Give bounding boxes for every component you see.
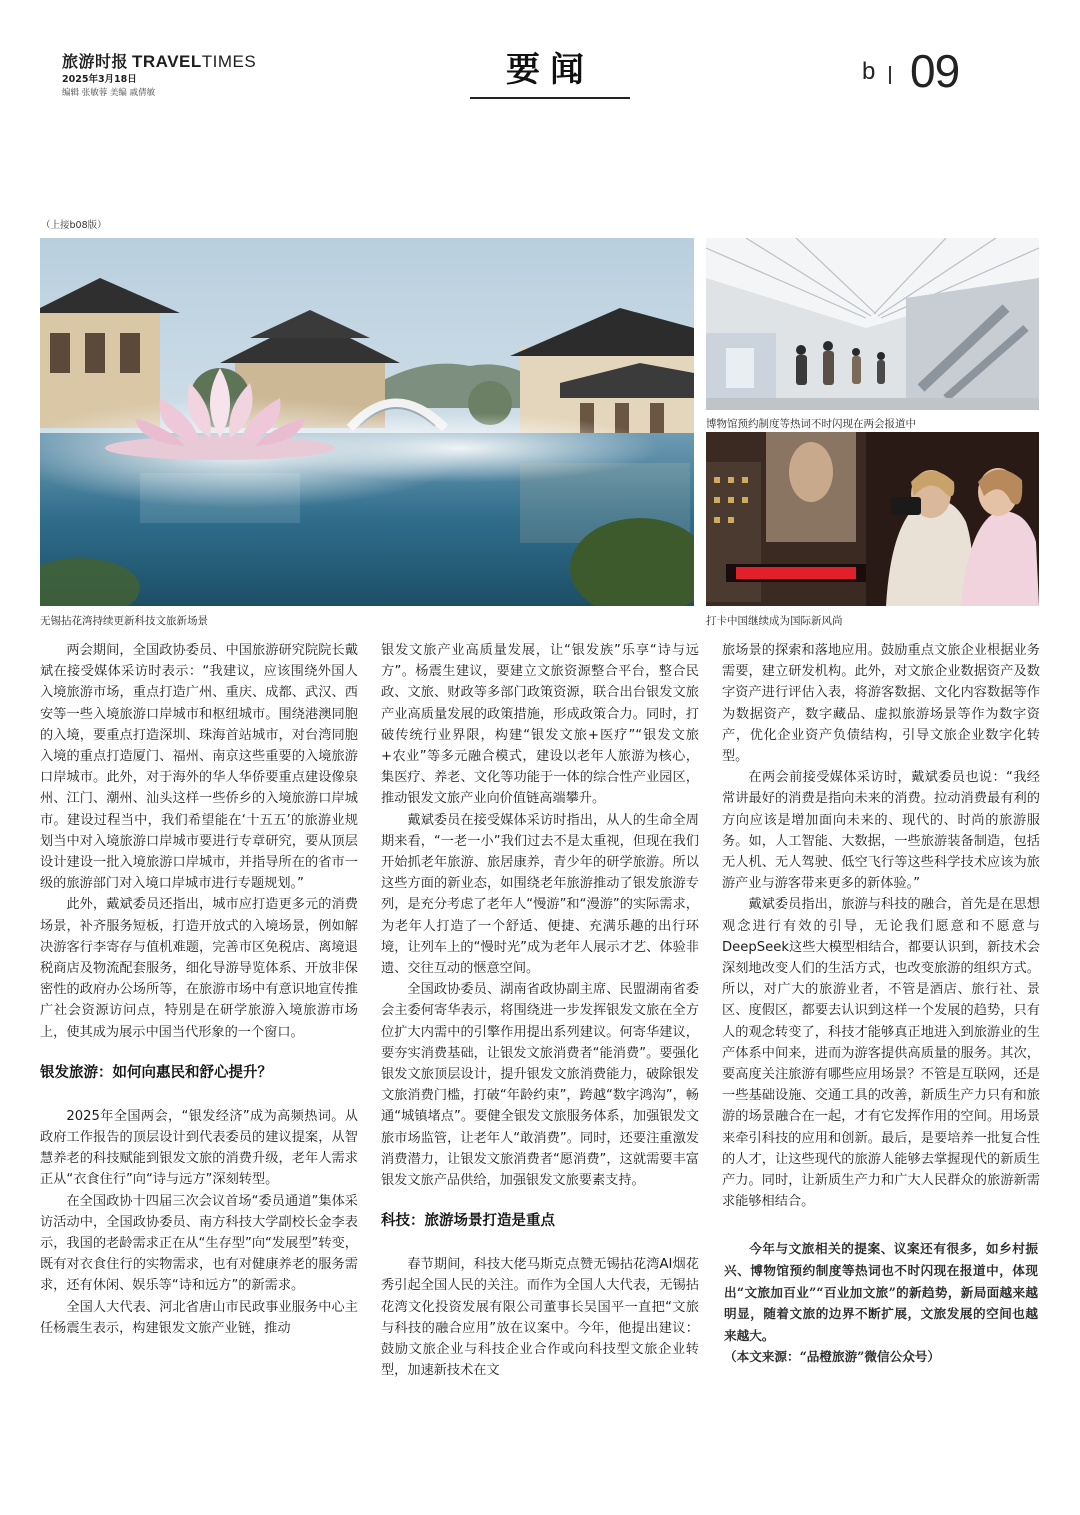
- article-column-1: [40, 640, 358, 1339]
- paragraph: 全国政协委员、湖南省政协副主席、民盟湖南省委会主委何寄华表示，将围绕进一步发挥银发文旅在全方位扩大内需中的引擎作用提出系列建议。何寄华建议，要夯实消费基础，让银发文旅消费者“能消费”。要强化银发文旅顶层设计，提升银发文旅消费能力，破除银发文旅消费门槛，打破“年龄约束”，跨越“数字鸿沟”，畅通“城镇堵点”。要健全银发文旅服务体系，加强银发文旅市场监管，让老年人“敢消费”。同时，还要注重激发消费潜力，让银发文旅消费者“愿消费”，这就需要丰富银发文旅产品供给，加强银发文旅要素支持。: [381, 982, 699, 1189]
- continuation-note: （上接b08版）: [41, 220, 107, 231]
- closing-note: [722, 1238, 1040, 1368]
- brand-cn: 旅游时报: [62, 52, 129, 71]
- brand-en-light: TIMES: [201, 52, 257, 71]
- page-letter: b: [862, 58, 876, 85]
- closing-note-text: 今年与文旅相关的提案、议案还有很多，如乡村振兴、博物馆预约制度等热词也不时闪现在报道中，体现出“文旅加百业”“百业加文旅”的新趋势，新局面越来越明显，随着文旅的边界不断扩展，文旅发展的空间也越来越大。: [724, 1241, 1038, 1343]
- tourists-photo-caption: 打卡中国继续成为国际新风尚: [706, 615, 843, 627]
- paragraph: 两会期间，全国政协委员、中国旅游研究院院长戴斌在接受媒体采访时表示：“我建议，应该围绕外国人入境旅游市场，重点打造广州、重庆、成都、武汉、西安等一些入境旅游口岸城市和枢纽城市。围绕港澳同胞的入境，要重点打造深圳、珠海首站城市，对台湾同胞入境的重点打造厦门、福州、南京这些重要的入境旅游口岸城市。此外，对于海外的华人华侨要重点建设像泉州、江门、潮州、汕头这样一些侨乡的入境旅游口岸城市。建设过程当中，我们希望能在‘十五五’的旅游业规划当中对入境旅游口岸城市要进行专章研究，要从顶层设计建设一批入境旅游口岸城市，并指导所在的省市一级的旅游部门对入境口岸城市进行专题规划。”: [40, 643, 358, 892]
- editor-credits: 编辑 张敏蓉 美编 戚倩敏: [62, 88, 156, 98]
- lotus-village-image: [40, 238, 694, 606]
- brand-en: TRAVEL: [132, 52, 202, 71]
- paragraph: 在全国政协十四届三次会议首场“委员通道”集体采访活动中，全国政协委员、南方科技大学副校长金李表示，我国的老龄需求正在从“生存型”向“发展型”转变，既有对衣食住行的实物需求，也有对健康养老的服务需求，还有休闲、娱乐等“诗和远方”的新需求。: [40, 1193, 358, 1294]
- source-credit: （本文来源：“品橙旅游”微信公众号）: [724, 1349, 940, 1365]
- paragraph: 在两会前接受媒体采访时，戴斌委员也说：“我经常讲最好的消费是指向未来的消费。拉动消费最有利的方向应该是增加面向未来的、现代的、时尚的旅游服务。如，人工智能、大数据，一些旅游装备制造，包括无人机、无人驾驶、低空飞行等这些科学技术应该为旅游产业与游客带来更多的新体验。”: [722, 770, 1040, 892]
- article-column-3: [722, 640, 1040, 1368]
- paragraph: 2025年全国两会，“银发经济”成为高频热词。从政府工作报告的顶层设计到代表委员的建议提案，从智慧养老的科技赋能到银发文旅的消费升级，老年人需求正从“衣食住行”向“诗与远方”深刻转型。: [40, 1108, 358, 1188]
- night-tourists-image: [706, 432, 1039, 606]
- masthead-brand: [62, 49, 256, 72]
- article-column-2: [381, 640, 699, 1382]
- museum-photo: [706, 238, 1039, 410]
- main-photo-caption: 无锡拈花湾持续更新科技文旅新场景: [40, 615, 208, 627]
- page-divider: [889, 66, 891, 84]
- paragraph: 此外，戴斌委员还指出，城市应打造更多元的消费场景，补齐服务短板，打造开放式的入境场景，例如解决游客行李寄存与值机难题，完善市区免税店、离境退税商店及物流配套服务，细化导游导览体系、开放非保密性的政府办公场所等，在旅游市场中有意识地宣传推广社会资源访问点，特别是在研学旅游入境旅游市场上，使其成为展示中国当代形象的一个窗口。: [40, 897, 358, 1040]
- museum-photo-caption: 博物馆预约制度等热词不时闪现在两会报道中: [706, 418, 916, 430]
- section-heading-technology: 科技：旅游场景打造是重点: [381, 1213, 555, 1230]
- paragraph: 戴斌委员在接受媒体采访时指出，从人的生命全周期来看，“一老一小”我们过去不是太重视，但现在我们开始抓老年旅游、旅居康养，青少年的研学旅游。所以这些方面的新业态，如围绕老年旅游推动了银发旅游专列，是充分考虑了老年人“慢游”和“漫游”的实际需求，为老年人打造了一个舒适、便捷、充满乐趣的出行环境，让列车上的“慢时光”成为老年人展示才艺、体验非遗、交往互动的惬意空间。: [381, 812, 699, 977]
- paragraph: 全国人大代表、河北省唐山市民政事业服务中心主任杨震生表示，构建银发文旅产业链，推动: [40, 1299, 358, 1336]
- section-title: 要闻: [506, 50, 594, 90]
- section-rule: [470, 97, 630, 99]
- museum-interior-image: [706, 238, 1039, 410]
- page-number: 09: [910, 45, 960, 97]
- section-heading-silver-tourism: 银发旅游：如何向惠民和舒心提升？: [40, 1064, 272, 1081]
- paragraph: 戴斌委员指出，旅游与科技的融合，首先是在思想观念进行有效的引导，无论我们愿意和不愿意与DeepSeek这些大模型相结合，都要认识到，新技术会深刻地改变人们的生活方式，也改变旅游的组织方式。所以，对广大的旅游业者，不管是酒店、旅行社、景区、度假区，都要去认识到这样一个发展的趋势，只有人的观念转变了，科技才能够真正地进入到旅游业的生产体系中间来，进而为游客提供高质量的服务。其次，要高度关注旅游有哪些应用场景？不管是互联网，还是一些基础设施、交通工具的改善，新质生产力只有和旅游的场景融合在一起，才有它发挥作用的空间。用场景来牵引科技的应用和创新。最后，是要培养一批复合性的人才，让这些现代的旅游人能够去掌握现代的新质生产力。同时，让新质生产力和广大人民群众的旅游新需求能够相结合。: [722, 897, 1040, 1210]
- paragraph: 春节期间，科技大佬马斯克点赞无锡拈花湾AI烟花秀引起全国人民的关注。而作为全国人大代表，无锡拈花湾文化投资发展有限公司董事长吴国平一直把“文旅与科技的融合应用”放在议案中。今年，他提出建议：鼓励文旅企业与科技企业合作或向科技型文旅企业转型，加速新技术在文: [381, 1257, 699, 1379]
- issue-date: 2025年3月18日: [62, 74, 137, 85]
- main-photo: [40, 238, 694, 606]
- paragraph: 银发文旅产业高质量发展，让“银发族”乐享“诗与远方”。杨震生建议，要建立文旅资源整合平台，整合民政、文旅、财政等多部门政策资源，联合出台银发文旅产业高质量发展的政策措施，形成政策合力。同时，打破传统行业界限，构建“银发文旅+医疗”“银发文旅+农业”等多元融合模式，建设以老年人旅游为核心，集医疗、养老、文化等功能于一体的综合性产业园区，推动银发文旅产业向价值链高端攀升。: [381, 643, 699, 807]
- tourists-photo: [706, 432, 1039, 606]
- paragraph: 旅场景的探索和落地应用。鼓励重点文旅企业根据业务需要，建立研发机构。此外，对文旅企业数据资产及数字资产进行评估入表，将游客数据、文化内容数据等作为数据资产，数字藏品、虚拟旅游场景等作为数字资产，优化企业资产负债结构，引导文旅企业数字化转型。: [722, 643, 1040, 765]
